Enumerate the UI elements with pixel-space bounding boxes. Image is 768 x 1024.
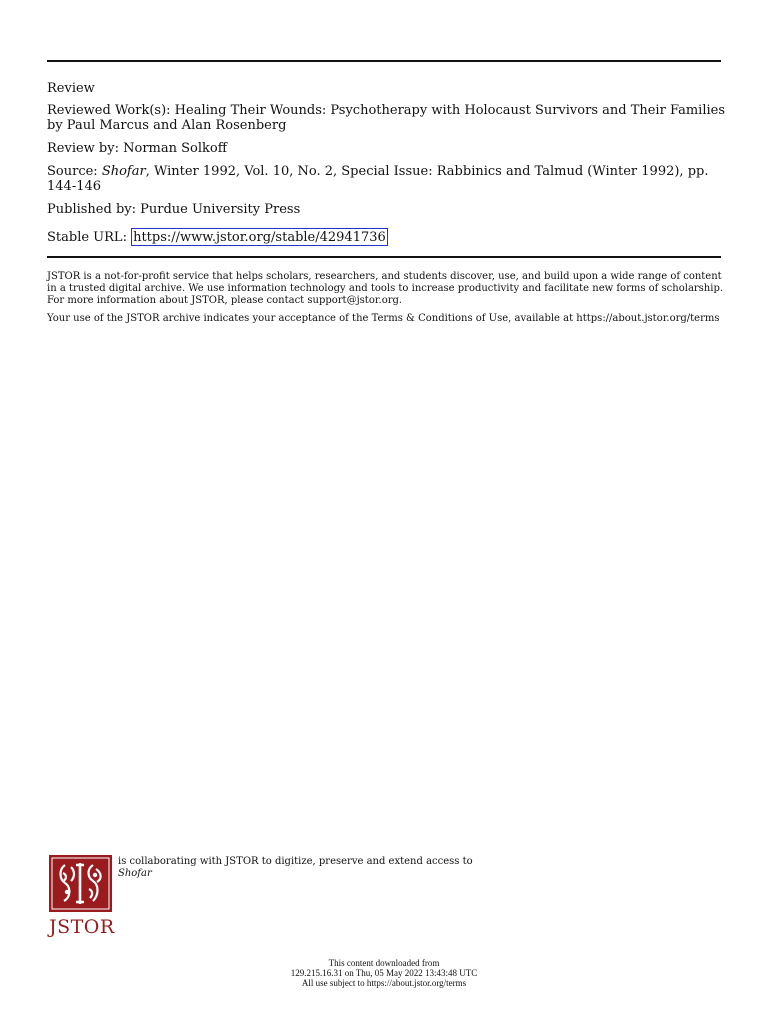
collaboration-text: is collaborating with JSTOR to digitize, preserve and extend access to (118, 856, 473, 867)
stable-url-link[interactable]: https://www.jstor.org/stable/42941736 (133, 230, 386, 245)
source-details: , Winter 1992, Vol. 10, No. 2, Special Issue: Rabbinics and Talmud (Winter 1992), pp. 144-146 (47, 164, 709, 194)
jstor-seal-icon (49, 855, 112, 912)
stable-url-row (47, 228, 727, 246)
review-type-label: Review (47, 81, 95, 96)
jstor-about-notice (47, 271, 727, 307)
collaboration-journal: Shofar (118, 868, 152, 879)
footer-line-2: 129.215.16.31 on Thu, 05 May 2022 13:43:48 UTC (290, 968, 478, 978)
review-author: Review by: Norman Solkoff (47, 141, 227, 156)
reviewed-work: Reviewed Work(s): Healing Their Wounds: Psychotherapy with Holocaust Survivors and Their Families by Paul Marcus and Alan Rosenberg (47, 103, 725, 133)
jstor-about-text: JSTOR is a not-for-profit service that helps scholars, researchers, and students discover, use, and build upon a wide range of content in a trusted digital archive. We use information technology and tools to increase productivity and facilitate new forms of scholarship. For more information about JSTOR, please contact support@jstor.org. (47, 271, 724, 306)
footer-line-1: This content downloaded from (328, 958, 440, 968)
stable-url-label: Stable URL: (47, 230, 132, 245)
jstor-wordmark: JSTOR (49, 916, 115, 938)
download-footer (0, 958, 768, 988)
source-journal: Shofar (101, 164, 146, 179)
jstor-logo (49, 855, 113, 937)
footer-line-3: All use subject to https://about.jstor.org/terms (301, 978, 467, 988)
collaboration-note (118, 856, 473, 880)
source-prefix: Source: (47, 164, 102, 179)
terms-text: Your use of the JSTOR archive indicates your acceptance of the Terms & Conditions of Use, available at https://about.jstor.org/terms (47, 313, 720, 324)
middle-divider (47, 256, 721, 258)
terms-notice (47, 313, 727, 325)
top-divider (47, 60, 721, 62)
source-citation (47, 164, 727, 194)
publisher: Published by: Purdue University Press (47, 202, 301, 217)
